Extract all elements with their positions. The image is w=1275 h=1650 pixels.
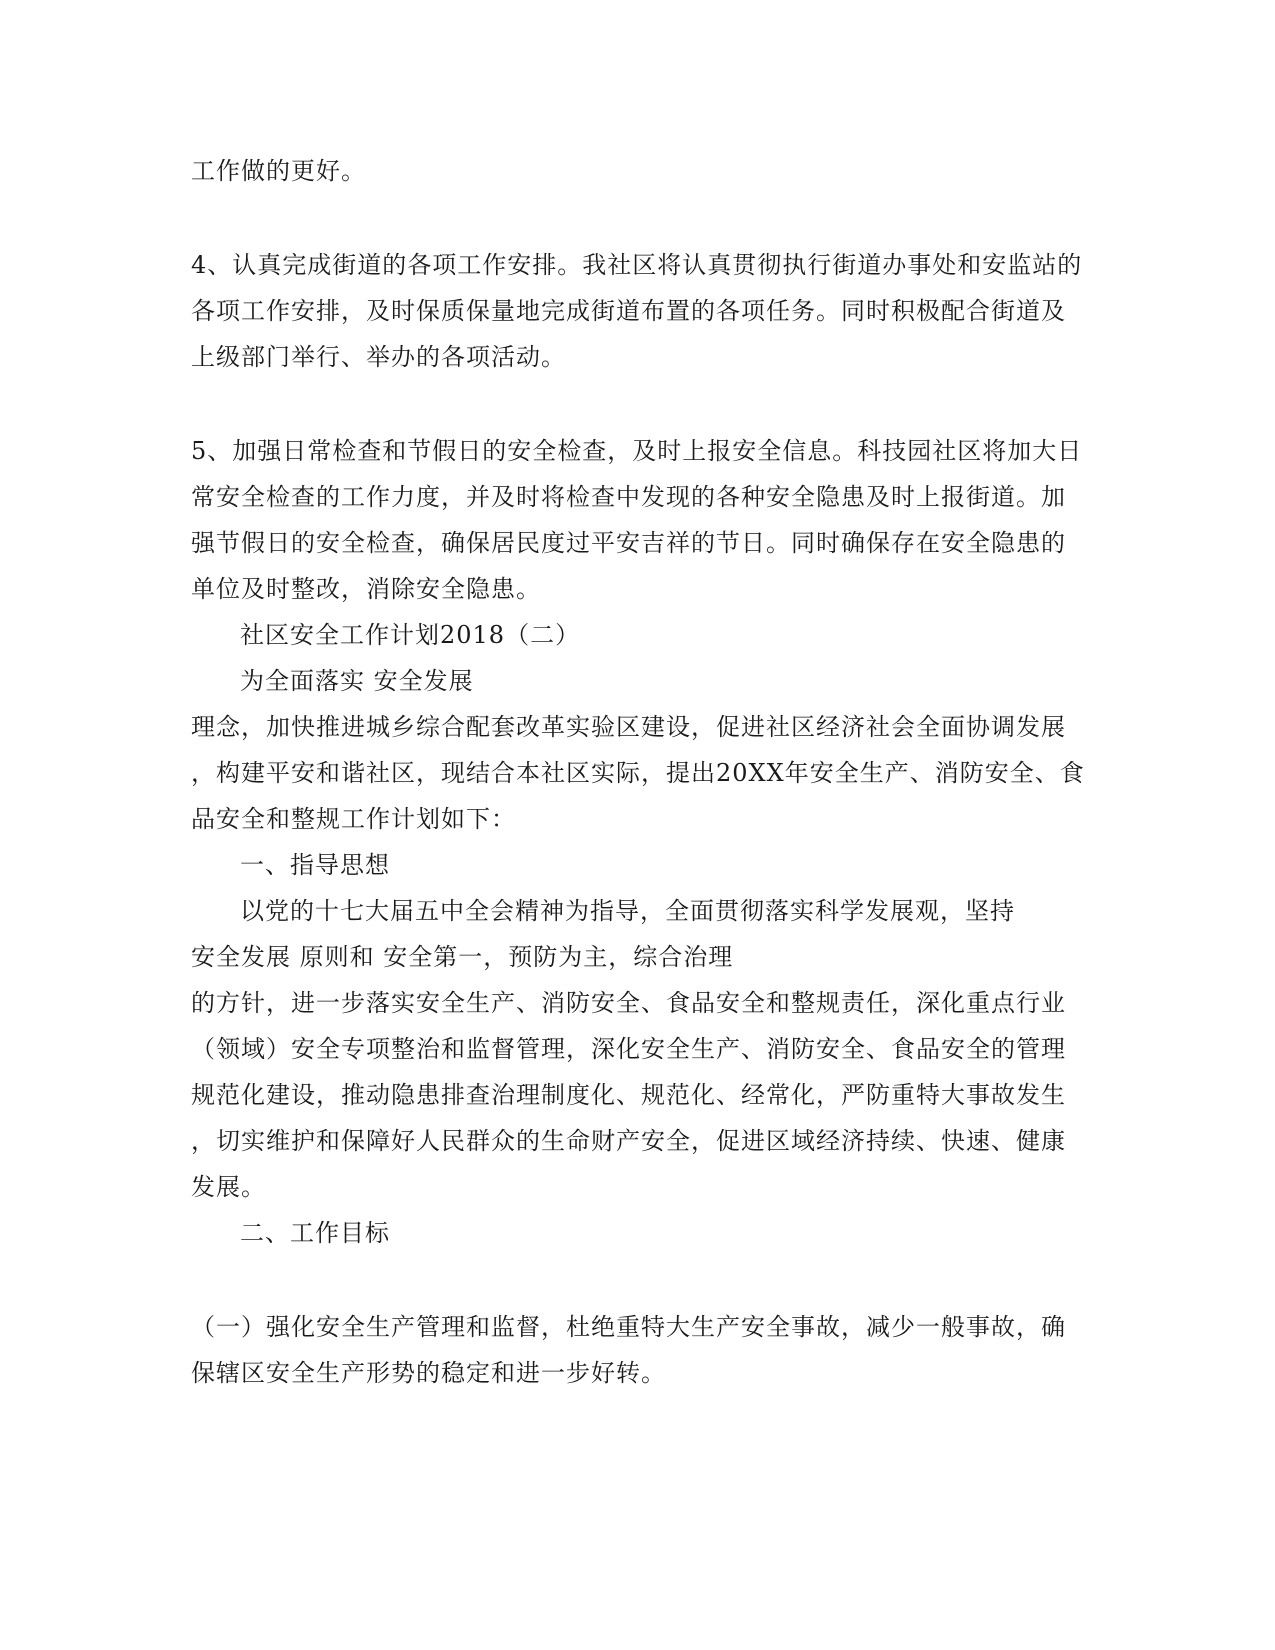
paragraph-line: 4、认真完成街道的各项工作安排。我社区将认真贯彻执行街道办事处和安监站的 [191, 251, 1083, 279]
paragraph-line: 理念，加快推进城乡综合配套改革实验区建设，促进社区经济社会全面协调发展 [191, 713, 1066, 741]
paragraph-line: 常安全检查的工作力度，并及时将检查中发现的各种安全隐患及时上报街道。加 [191, 483, 1066, 511]
paragraph-line: 以党的十七大届五中全会精神为指导，全面贯彻落实科学发展观，坚持 [240, 897, 1015, 925]
paragraph-line: 安全发展 原则和 安全第一，预防为主，综合治理 [191, 943, 734, 971]
paragraph-line: 5、加强日常检查和节假日的安全检查，及时上报安全信息。科技园社区将加大日 [191, 437, 1083, 465]
section-heading: 一、指导思想 [240, 851, 390, 879]
paragraph-line: 发展。 [191, 1173, 266, 1201]
paragraph-line: 各项工作安排，及时保质保量地完成街道布置的各项任务。同时积极配合街道及 [191, 297, 1066, 325]
paragraph-line: 保辖区安全生产形势的稳定和进一步好转。 [191, 1359, 666, 1387]
paragraph-line: （一）强化安全生产管理和监督，杜绝重特大生产安全事故，减少一般事故，确 [191, 1313, 1066, 1341]
paragraph-line: ，切实维护和保障好人民群众的生命财产安全，促进区域经济持续、快速、健康 [191, 1127, 1066, 1155]
paragraph-line: 单位及时整改，消除安全隐患。 [191, 575, 541, 603]
paragraph-line: 上级部门举行、举办的各项活动。 [191, 343, 566, 371]
paragraph-line: 工作做的更好。 [191, 157, 366, 185]
paragraph-line: （领域）安全专项整治和监督管理，深化安全生产、消防安全、食品安全的管理 [191, 1035, 1066, 1063]
paragraph-line: 品安全和整规工作计划如下： [191, 805, 516, 833]
section-heading: 二、工作目标 [240, 1219, 390, 1247]
paragraph-line: ，构建平安和谐社区，现结合本社区实际，提出20XX年安全生产、消防安全、食 [191, 759, 1085, 787]
paragraph-line: 强节假日的安全检查，确保居民度过平安吉祥的节日。同时确保存在安全隐患的 [191, 529, 1066, 557]
section-title: 社区安全工作计划2018（二） [240, 621, 581, 649]
paragraph-line: 为全面落实 安全发展 [240, 667, 474, 695]
paragraph-line: 的方针，进一步落实安全生产、消防安全、食品安全和整规责任，深化重点行业 [191, 989, 1066, 1017]
paragraph-line: 规范化建设，推动隐患排查治理制度化、规范化、经常化，严防重特大事故发生 [191, 1081, 1066, 1109]
